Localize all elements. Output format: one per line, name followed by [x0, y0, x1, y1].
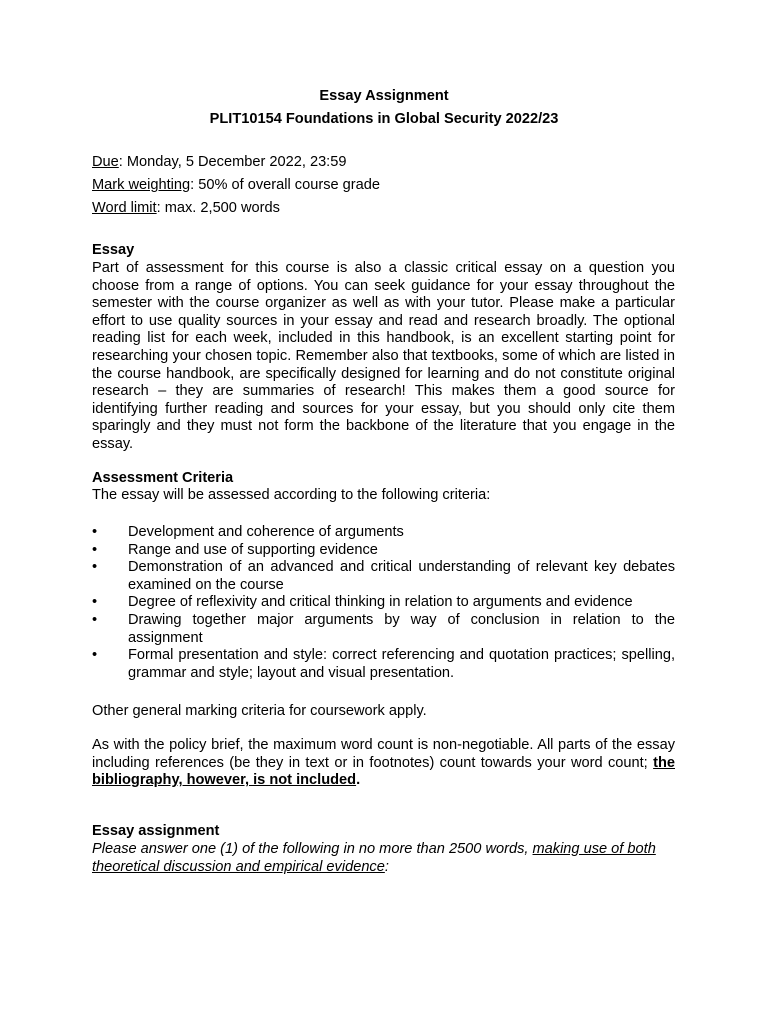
- instruction-text: Please answer one (1) of the following in no more than 2500 words,: [92, 841, 533, 857]
- due-label: Due: [92, 154, 119, 170]
- criterion-text: Degree of reflexivity and critical thinking in relation to arguments and evidence: [128, 594, 633, 611]
- course-title: PLIT10154 Foundations in Global Security 2022/23: [209, 111, 559, 127]
- assignment-heading: Essay assignment: [92, 823, 220, 839]
- list-item: [92, 559, 675, 594]
- colon: :: [384, 858, 389, 875]
- bullet-icon: •: [92, 647, 98, 664]
- word-count-paragraph: [92, 737, 675, 790]
- criterion-text: Development and coherence of arguments: [128, 524, 404, 540]
- word-limit-line: [92, 200, 675, 218]
- list-item: [92, 612, 675, 647]
- list-item: [92, 542, 675, 560]
- list-item: [92, 594, 675, 612]
- bibliography-note: the bibliography, however, is not included: [92, 754, 675, 789]
- other-criteria: Other general marking criteria for coursework apply.: [92, 703, 427, 719]
- period: .: [356, 772, 361, 789]
- criterion-text: Demonstration of an advanced and critical understanding of relevant key debates examined on the course: [128, 559, 675, 593]
- criteria-list: [92, 524, 675, 682]
- essay-paragraph: Part of assessment for this course is also a classic critical essay on a question you choose from a range of options. You can seek guidance for your essay throughout the semester with the course organizer as well as with your tutor. Please make a particular effort to use quality sources in your essay and read and research broadly. The optional reading list for each week, included in this handbook, is an excellent starting point for researching your chosen topic. Remember also that textbooks, some of which are listed in the course handbook, are specifically designed for learning and do not constitute original research – they are summaries of research! This makes them a good source for identifying further reading and sources for your essay, but you should only cite them sparingly and they must not form the backbone of the literature that you engage in the essay.: [92, 260, 675, 452]
- criteria-intro: The essay will be assessed according to the following criteria:: [92, 487, 491, 503]
- due-value: : Monday, 5 December 2022, 23:59: [118, 154, 347, 170]
- word-limit-label: Word limit: [92, 200, 157, 216]
- bullet-icon: •: [92, 559, 98, 576]
- list-item: [92, 524, 675, 542]
- essay-heading: Essay: [92, 242, 135, 258]
- word-count-text: As with the policy brief, the maximum word count is non-negotiable. All parts of the essay including references (be they in text or in footnotes) count towards your word count;: [92, 737, 675, 771]
- weighting-value: : 50% of overall course grade: [190, 177, 380, 193]
- document-title: Essay Assignment: [319, 88, 449, 104]
- criterion-text: Drawing together major arguments by way of conclusion in relation to the assignment: [128, 611, 675, 646]
- criterion-text: Range and use of supporting evidence: [128, 541, 378, 558]
- criteria-heading: Assessment Criteria: [92, 470, 234, 486]
- bullet-icon: •: [92, 594, 98, 611]
- criterion-text: Formal presentation and style: correct referencing and quotation practices; spelling, grammar and style; layout and visual presentation.: [128, 647, 675, 681]
- word-limit-value: : max. 2,500 words: [156, 200, 280, 216]
- list-item: [92, 647, 675, 682]
- bullet-icon: •: [92, 541, 98, 558]
- weighting-line: [92, 177, 675, 195]
- bullet-icon: •: [92, 611, 98, 628]
- bullet-icon: •: [92, 524, 98, 540]
- instruction-emphasis: making use of both theoretical discussion and empirical evidence: [92, 841, 656, 875]
- due-line: [92, 154, 675, 172]
- assignment-instructions: [92, 841, 662, 876]
- weighting-label: Mark weighting: [92, 177, 191, 193]
